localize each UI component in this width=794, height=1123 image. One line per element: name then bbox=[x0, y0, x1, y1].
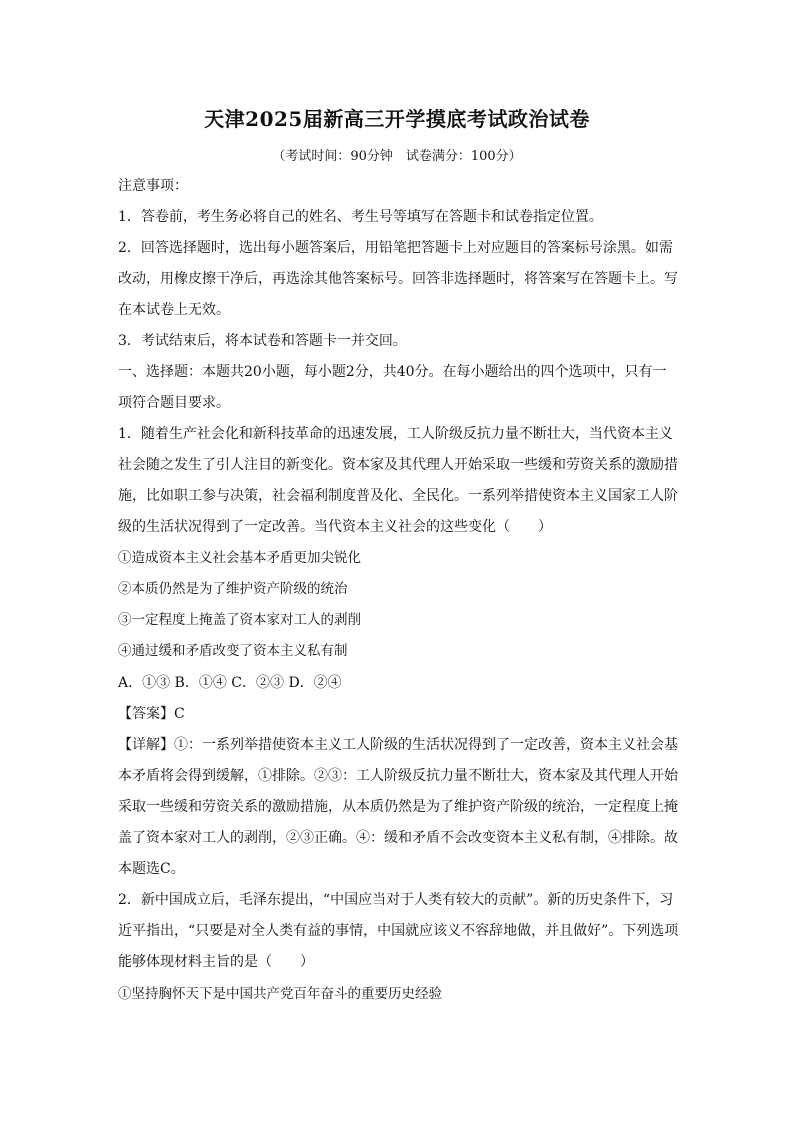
question-2-line-3: 能够体现材料主旨的是（ ） bbox=[118, 954, 314, 970]
question-1-explanation-line-3: 采取一些缓和劳资关系的激励措施，从本质仍然是为了维护资产阶级的统治，一定程度上掩 bbox=[118, 799, 678, 815]
page-title: 天津2025届新高三开学摸底考试政治试卷 bbox=[204, 107, 590, 131]
page-subtitle: （考试时间：90分钟 试卷满分：100分） bbox=[272, 149, 522, 164]
section-1-heading-line-2: 项符合题目要求。 bbox=[118, 395, 230, 411]
note-2-line-3: 在本试卷上无效。 bbox=[118, 302, 230, 318]
question-1-option-3: ③一定程度上掩盖了资本家对工人的剥削 bbox=[118, 612, 361, 628]
note-3: 3．考试结束后，将本试卷和答题卡一并交回。 bbox=[118, 333, 407, 349]
section-1-heading-line-1: 一、选择题：本题共20小题，每小题2分，共40分。在每小题给出的四个选项中，只有一 bbox=[118, 364, 667, 380]
question-1-line-2: 社会随之发生了引人注目的新变化。资本家及其代理人开始采取一些缓和劳资关系的激励措 bbox=[118, 457, 678, 473]
notes-heading: 注意事项： bbox=[118, 178, 188, 194]
question-2-line-2: 近平指出，“只要是对全人类有益的事情，中国就应该义不容辞地做，并且做好”。下列选项 bbox=[118, 923, 678, 939]
question-1-explanation-line-5: 本题选C。 bbox=[118, 861, 185, 877]
question-1-explanation-line-4: 盖了资本家对工人的剥削，②③正确。④：缓和矛盾不会改变资本主义私有制，④排除。故 bbox=[118, 830, 678, 846]
question-1-line-1: 1．随着生产社会化和新科技革命的迅速发展，工人阶级反抗力量不断壮大，当代资本主义 bbox=[118, 426, 673, 442]
note-2-line-2: 改动，用橡皮擦干净后，再选涂其他答案标号。回答非选择题时，将答案写在答题卡上。写 bbox=[118, 271, 678, 287]
question-1-option-1: ①造成资本主义社会基本矛盾更加尖锐化 bbox=[118, 550, 361, 566]
question-1-line-4: 级的生活状况得到了一定改善。当代资本主义社会的这些变化（ ） bbox=[118, 519, 552, 535]
question-1-choices: A．①③ B．①④ C．②③ D．②④ bbox=[118, 675, 342, 691]
question-1-explanation-line-1: 【详解】①：一系列举措使资本主义工人阶级的生活状况得到了一定改善，资本主义社会基 bbox=[118, 737, 678, 753]
question-1-option-4: ④通过缓和矛盾改变了资本主义私有制 bbox=[118, 643, 348, 659]
question-1-answer: 【答案】C bbox=[118, 706, 185, 722]
note-2-line-1: 2．回答选择题时，选出每小题答案后，用铅笔把答题卡上对应题目的答案标号涂黑。如需 bbox=[118, 240, 673, 256]
question-1-option-2: ②本质仍然是为了维护资产阶级的统治 bbox=[118, 581, 348, 597]
question-2-line-1: 2．新中国成立后，毛泽东提出，“中国应当对于人类有较大的贡献”。新的历史条件下，习 bbox=[118, 892, 674, 908]
note-1: 1．答卷前，考生务必将自己的姓名、考生号等填写在答题卡和试卷指定位置。 bbox=[118, 209, 603, 225]
question-1-line-3: 施，比如职工参与决策，社会福利制度普及化、全民化。一系列举措使资本主义国家工人阶 bbox=[118, 488, 678, 504]
question-2-option-1: ①坚持胸怀天下是中国共产党百年奋斗的重要历史经验 bbox=[118, 986, 442, 1002]
question-1-explanation-line-2: 本矛盾将会得到缓解，①排除。②③：工人阶级反抗力量不断壮大，资本家及其代理人开始 bbox=[118, 768, 678, 784]
